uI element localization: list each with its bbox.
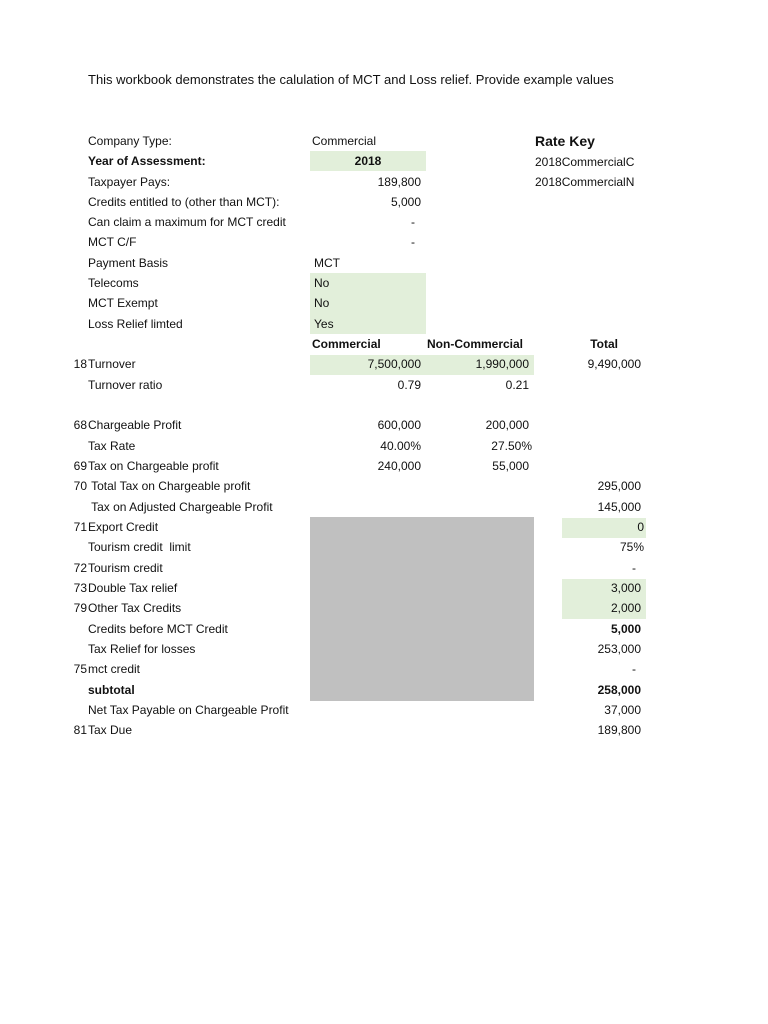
total-tax-total: 295,000	[597, 479, 641, 493]
loss-relief-value[interactable]: Yes	[314, 317, 334, 331]
telecoms-label: Telecoms	[88, 276, 139, 290]
header-total: Total	[590, 337, 618, 351]
row-number: 81	[73, 723, 87, 737]
max-mct-label: Can claim a maximum for MCT credit	[88, 215, 286, 229]
chargeable-profit-label: Chargeable Profit	[88, 418, 182, 432]
other-credits-label: Other Tax Credits	[88, 601, 182, 615]
company-type-label: Company Type:	[88, 134, 172, 148]
turnover-ratio-commercial: 0.79	[397, 378, 421, 392]
tourism-credit-label: Tourism credit	[88, 561, 163, 575]
payment-basis-value[interactable]: MCT	[314, 256, 340, 270]
taxpayer-pays-label: Taxpayer Pays:	[88, 175, 171, 189]
loss-relief-label: Loss Relief limted	[88, 317, 183, 331]
rate-key-item: 2018CommercialC	[535, 155, 635, 169]
tourism-credit-total: -	[632, 561, 636, 575]
mct-credit-label: mct credit	[88, 662, 141, 676]
subtotal-total: 258,000	[597, 683, 641, 697]
row-number: 70	[73, 479, 87, 493]
header-non-commercial: Non-Commercial	[427, 337, 524, 351]
double-tax-label: Double Tax relief	[88, 581, 178, 595]
taxpayer-pays-value: 189,800	[377, 175, 421, 189]
credits-before-mct-total: 5,000	[610, 622, 641, 636]
mct-exempt-label: MCT Exempt	[88, 296, 158, 310]
tax-adjusted-total: 145,000	[597, 500, 641, 514]
relief-losses-total: 253,000	[597, 642, 641, 656]
double-tax-total[interactable]: 3,000	[610, 581, 641, 595]
row-number: 75	[73, 662, 87, 676]
credits-entitled-label: Credits entitled to (other than MCT):	[88, 195, 280, 209]
company-type-value[interactable]: Commercial	[312, 134, 377, 148]
row-number: 69	[73, 459, 87, 473]
mct-exempt-value[interactable]: No	[314, 296, 330, 310]
export-credit-total[interactable]: 0	[637, 520, 644, 534]
turnover-non-commercial[interactable]: 1,990,000	[475, 357, 529, 371]
tax-due-label: Tax Due	[88, 723, 133, 737]
relief-losses-label: Tax Relief for losses	[88, 642, 196, 656]
tax-on-chargeable-label: Tax on Chargeable profit	[88, 459, 219, 473]
tax-due-total: 189,800	[597, 723, 641, 737]
row-number: 79	[73, 601, 87, 615]
total-tax-label: Total Tax on Chargeable profit	[88, 479, 251, 493]
tourism-limit-total: 75%	[619, 540, 644, 554]
year-label: Year of Assessment:	[88, 154, 206, 168]
credits-before-mct-label: Credits before MCT Credit	[88, 622, 228, 636]
chargeable-profit-non-commercial: 200,000	[485, 418, 529, 432]
tax-adjusted-label: Tax on Adjusted Chargeable Profit	[88, 500, 273, 514]
rate-key-title: Rate Key	[535, 133, 595, 149]
telecoms-value[interactable]: No	[314, 276, 330, 290]
other-credits-total[interactable]: 2,000	[610, 601, 641, 615]
subtotal-label: subtotal	[88, 683, 135, 697]
row-number: 72	[73, 561, 87, 575]
max-mct-value: -	[411, 215, 415, 229]
mct-cf-label: MCT C/F	[88, 235, 137, 249]
turnover-total: 9,490,000	[587, 357, 641, 371]
credits-entitled-value: 5,000	[390, 195, 421, 209]
turnover-label: Turnover	[88, 357, 136, 371]
tax-on-chargeable-non-commercial: 55,000	[492, 459, 529, 473]
row-number: 73	[73, 581, 87, 595]
mct-credit-total: -	[632, 662, 636, 676]
row-number: 68	[73, 418, 87, 432]
turnover-ratio-label: Turnover ratio	[88, 378, 163, 392]
net-tax-label: Net Tax Payable on Chargeable Profit	[88, 703, 289, 717]
rate-key-item: 2018CommercialN	[535, 175, 635, 189]
header-commercial: Commercial	[312, 337, 381, 351]
turnover-commercial[interactable]: 7,500,000	[367, 357, 421, 371]
tax-rate-non-commercial: 27.50%	[491, 439, 532, 453]
intro-text: This workbook demonstrates the calulation of MCT and Loss relief. Provide example values	[88, 72, 614, 87]
net-tax-total: 37,000	[604, 703, 641, 717]
chargeable-profit-commercial: 600,000	[377, 418, 421, 432]
row-number: 71	[73, 520, 87, 534]
row-number: 18	[73, 357, 87, 371]
disabled-area	[310, 517, 534, 701]
tax-on-chargeable-commercial: 240,000	[377, 459, 421, 473]
tax-rate-label: Tax Rate	[88, 439, 136, 453]
mct-cf-value: -	[411, 235, 415, 249]
turnover-ratio-non-commercial: 0.21	[505, 378, 529, 392]
year-value[interactable]: 2018	[354, 154, 382, 168]
tax-rate-commercial: 40.00%	[380, 439, 421, 453]
export-credit-label: Export Credit	[88, 520, 159, 534]
tourism-limit-label: Tourism credit limit	[88, 540, 191, 554]
payment-basis-label: Payment Basis	[88, 256, 169, 270]
